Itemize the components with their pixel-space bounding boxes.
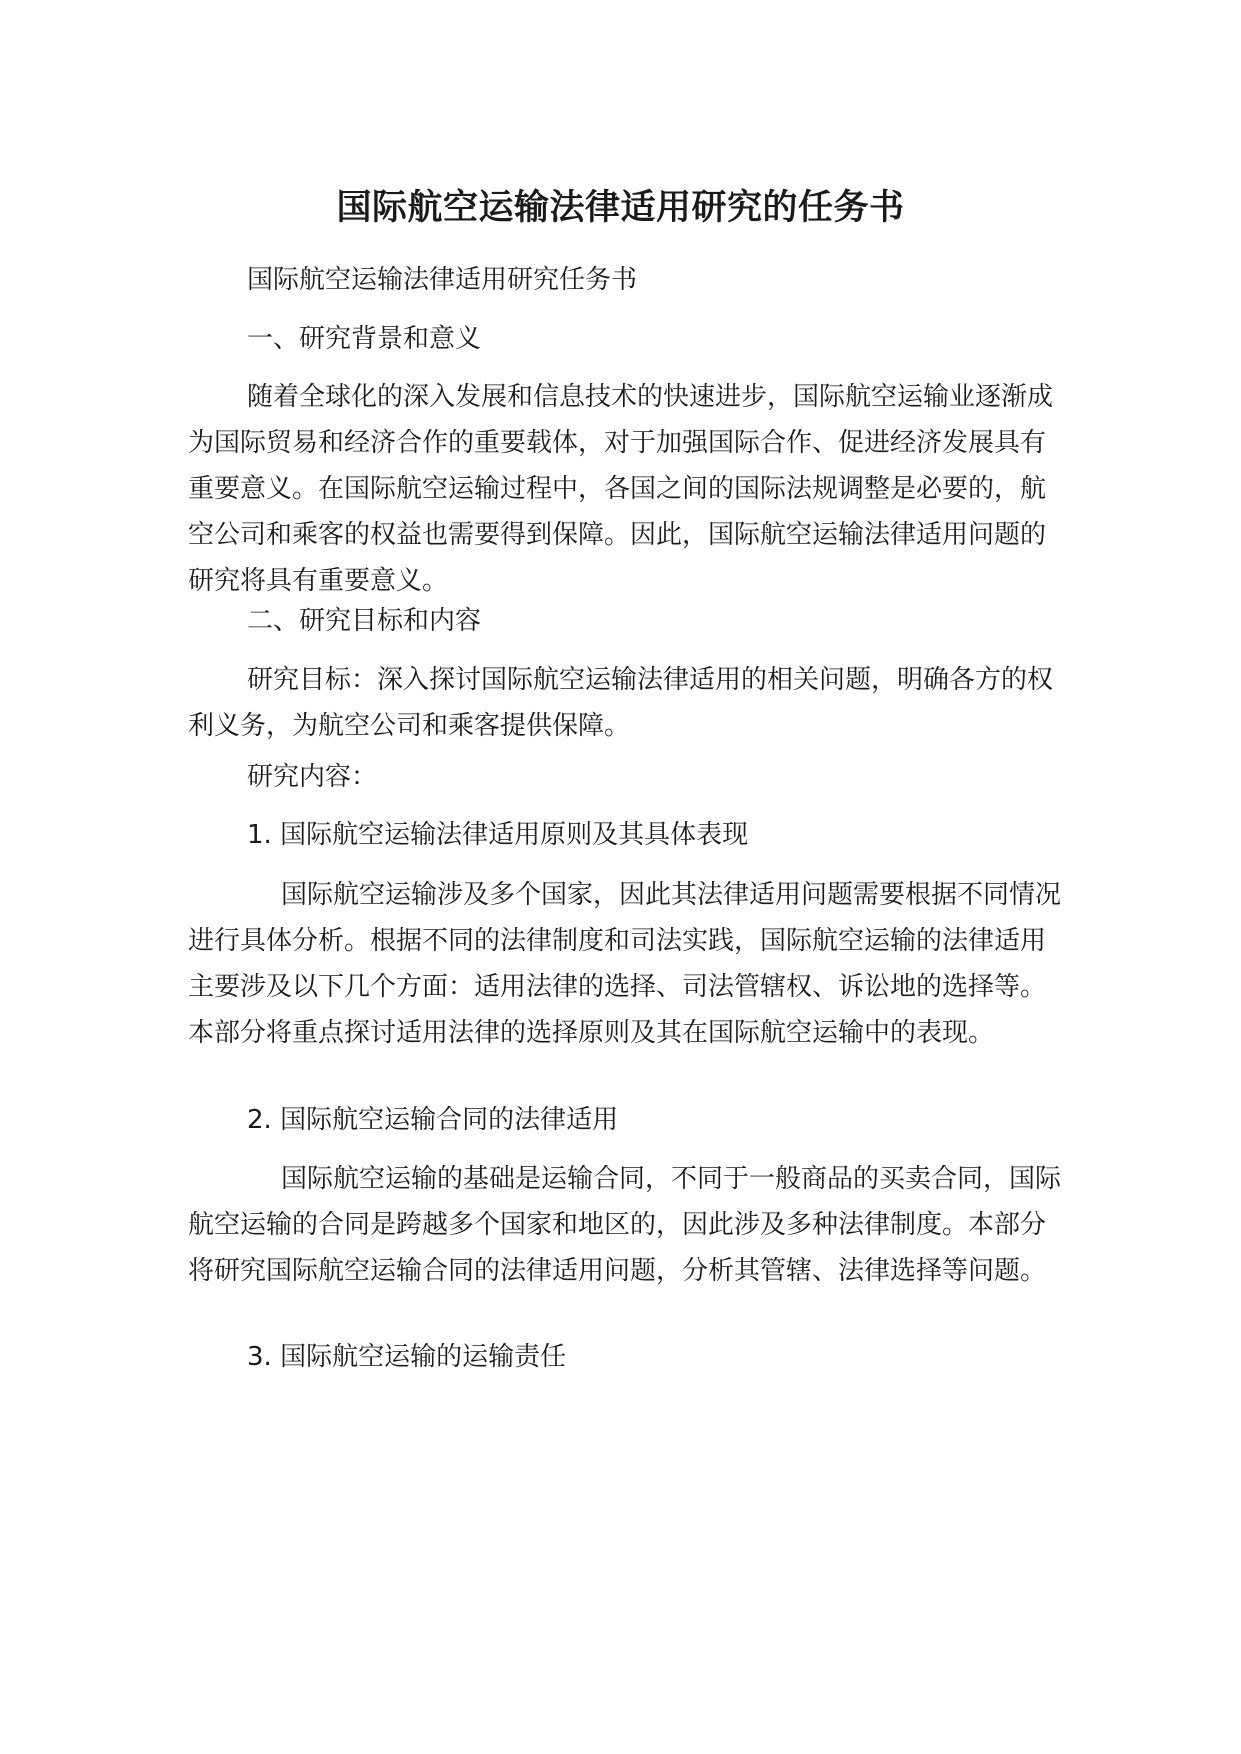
document-title: 国际航空运输法律适用研究的任务书: [336, 188, 905, 228]
section-heading-background: 一、研究背景和意义: [247, 324, 482, 354]
document-subtitle: 国际航空运输法律适用研究任务书: [247, 265, 638, 295]
item-heading-3: 3. 国际航空运输的运输责任: [247, 1342, 567, 1372]
item-heading-2: 2. 国际航空运输合同的法律适用: [247, 1105, 619, 1135]
item-paragraph-1: 国际航空运输涉及多个国家，因此其法律适用问题需要根据不同情况进行具体分析。根据不同的法律制度和司法实践，国际航空运输的法律适用主要涉及以下几个方面：适用法律的选择、司法管辖权、诉讼地的选择等。本部分将重点探讨适用法律的选择原则及其在国际航空运输中的表现。: [188, 880, 1062, 1048]
item-heading-1: 1. 国际航空运输法律适用原则及其具体表现: [247, 820, 749, 850]
paragraph-goal: 研究目标：深入探讨国际航空运输法律适用的相关问题，明确各方的权利义务，为航空公司和乘客提供保障。: [188, 665, 1054, 741]
item-paragraph-2: 国际航空运输的基础是运输合同，不同于一般商品的买卖合同，国际航空运输的合同是跨越多个国家和地区的，因此涉及多种法律制度。本部分将研究国际航空运输合同的法律适用问题，分析其管辖、法律选择等问题。: [188, 1164, 1062, 1286]
section-heading-goals: 二、研究目标和内容: [247, 606, 482, 636]
paragraph-background: 随着全球化的深入发展和信息技术的快速进步，国际航空运输业逐渐成为国际贸易和经济合作的重要载体，对于加强国际合作、促进经济发展具有重要意义。在国际航空运输过程中，各国之间的国际法规调整是必要的，航空公司和乘客的权益也需要得到保障。因此，国际航空运输法律适用问题的研究将具有重要意义。: [188, 382, 1054, 596]
content-label: 研究内容：: [247, 762, 378, 792]
